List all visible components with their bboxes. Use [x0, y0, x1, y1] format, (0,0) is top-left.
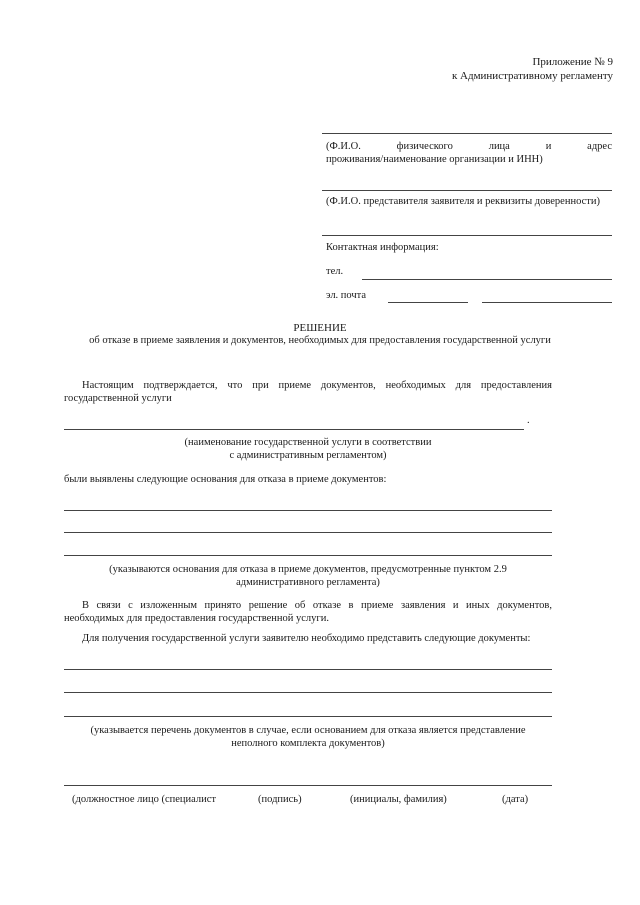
appendix-header [452, 55, 613, 83]
representative-caption: (Ф.И.О. представителя заявителя и реквизиты доверенности) [326, 196, 600, 207]
documents-intro: Для получения государственной услуги заявителю необходимо представить следующие документы: [82, 633, 531, 644]
name-caption: (инициалы, фамилия) [350, 794, 447, 805]
grounds-line-3[interactable] [64, 555, 552, 556]
service-caption-line2: с административным регламентом) [229, 450, 387, 461]
decision-title: РЕШЕНИЕ [293, 322, 347, 334]
appendix-reference: к Административному регламенту [451, 70, 613, 82]
documents-caption [64, 724, 552, 750]
date-caption: (дата) [502, 794, 529, 805]
confirmation-line2: государственной услуги [64, 393, 172, 404]
email-field-part2[interactable] [482, 302, 612, 303]
grounds-caption [64, 563, 552, 589]
documents-line-1[interactable] [64, 669, 552, 670]
confirmation-paragraph [64, 379, 552, 405]
grounds-line-2[interactable] [64, 532, 552, 533]
service-line-dot: . [527, 415, 530, 426]
appendix-number: Приложение № 9 [532, 56, 613, 68]
decision-line1: В связи с изложенным принято решение об отказе в приеме заявления и иных документов, [82, 600, 552, 611]
signature-line[interactable] [64, 785, 552, 786]
documents-caption-line2: неполного комплекта документов) [231, 738, 385, 749]
service-caption [64, 436, 552, 462]
service-caption-line1: (наименование государственной услуги в соответствии [184, 437, 432, 448]
decision-line2: необходимых для предоставления государственной услуги. [64, 613, 329, 624]
applicant-caption [326, 140, 612, 166]
grounds-caption-line2: административного регламента) [236, 577, 380, 588]
applicant-caption-line2: проживания/наименование организации и ИНН) [326, 154, 543, 165]
official-caption: (должностное лицо (специалист [72, 794, 216, 805]
grounds-line-1[interactable] [64, 510, 552, 511]
documents-line-2[interactable] [64, 692, 552, 693]
service-name-line[interactable] [64, 429, 524, 430]
grounds-caption-line1: (указываются основания для отказа в приеме документов, предусмотренные пунктом 2.9 [109, 564, 507, 575]
contact-top-line [322, 235, 612, 236]
representative-line [322, 190, 612, 191]
decision-subtitle: об отказе в приеме заявления и документов, необходимых для предоставления государственной услуги [89, 335, 551, 346]
documents-line-3[interactable] [64, 716, 552, 717]
grounds-intro: были выявлены следующие основания для отказа в приеме документов: [64, 474, 387, 485]
applicant-name-line [322, 133, 612, 134]
phone-field[interactable] [362, 279, 612, 280]
documents-caption-line1: (указывается перечень документов в случае, если основанием для отказа является представление [90, 725, 526, 736]
phone-label: тел. [326, 266, 344, 277]
applicant-caption-line1: (Ф.И.О. физического лица и адрес [326, 141, 612, 152]
signature-caption: (подпись) [258, 794, 302, 805]
confirmation-line1: Настоящим подтверждается, что при приеме документов, необходимых для предоставления [82, 380, 552, 391]
decision-paragraph [64, 599, 552, 625]
email-field-part1[interactable] [388, 302, 468, 303]
email-label: эл. почта [326, 290, 367, 301]
contact-label: Контактная информация: [326, 242, 439, 253]
